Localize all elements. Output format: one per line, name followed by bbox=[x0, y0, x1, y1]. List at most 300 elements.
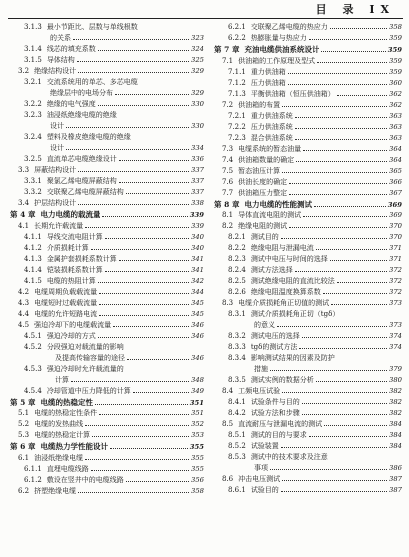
toc-page-number: 364 bbox=[389, 155, 402, 164]
toc-entry bbox=[214, 243, 402, 254]
toc-dot-leader bbox=[126, 193, 189, 194]
toc-entry bbox=[214, 22, 402, 33]
toc-dot-leader bbox=[288, 84, 387, 85]
toc-entry-title: 介质损耗计算 bbox=[46, 243, 89, 252]
toc-entry-title: 塑料及橡皮绝缘电缆的绝缘 bbox=[46, 133, 131, 141]
toc-page-number: 355 bbox=[189, 443, 204, 452]
toc-entry-title: 工频电压试验 bbox=[238, 387, 281, 396]
toc-page-number: 363 bbox=[389, 133, 402, 142]
toc-entry bbox=[214, 397, 402, 408]
toc-page-number: 364 bbox=[389, 144, 402, 153]
toc-entry bbox=[214, 287, 402, 298]
toc-entry-title: 测试中电压与时间的选择 bbox=[250, 255, 328, 264]
toc-dot-leader bbox=[303, 150, 387, 151]
toc-entry-title: 设计 bbox=[50, 144, 64, 152]
toc-entry-title: 绝缘电阻的测试 bbox=[238, 222, 288, 231]
toc-dot-leader bbox=[91, 249, 189, 250]
toc-entry-title: 的关系 bbox=[50, 34, 71, 42]
toc-entry bbox=[214, 188, 402, 199]
toc-entry-number: 3.3 bbox=[18, 166, 30, 174]
toc-dot-leader bbox=[289, 183, 387, 184]
toc-entry bbox=[10, 154, 204, 165]
toc-dot-leader bbox=[314, 206, 386, 207]
toc-entry bbox=[214, 166, 402, 177]
toc-dot-leader bbox=[281, 447, 387, 448]
toc-entry-title: 电力电缆的性能测试 bbox=[244, 199, 312, 209]
toc-entry-number: 3.2.2 bbox=[24, 100, 42, 108]
toc-dot-leader bbox=[78, 72, 189, 73]
toc-entry-number: 4.5 bbox=[18, 320, 30, 329]
toc-dot-leader bbox=[119, 260, 189, 261]
toc-entry bbox=[10, 331, 204, 342]
toc-dot-leader bbox=[295, 139, 387, 140]
toc-page-number: 370 bbox=[389, 222, 402, 231]
toc-entry bbox=[10, 430, 204, 441]
toc-entry-title: 及提高传输容量的途径 bbox=[55, 353, 125, 362]
toc-entry bbox=[214, 221, 402, 232]
toc-entry-number: 6.2.1 bbox=[228, 23, 246, 31]
toc-entry-number: 7.7 bbox=[222, 188, 234, 197]
toc-dot-leader bbox=[296, 161, 387, 162]
toc-entry-title: 油浸纸绝缘电缆的绝缘 bbox=[46, 111, 117, 119]
toc-entry-number: 8.4.1 bbox=[228, 398, 246, 407]
toc-entry bbox=[10, 176, 204, 187]
toc-entry-number: 第 7 章 bbox=[214, 45, 240, 54]
toc-entry bbox=[10, 464, 204, 475]
toc-entry-title: 直流单芯电缆绝缘设计 bbox=[46, 155, 117, 163]
toc-entry-number: 3.1.3 bbox=[24, 23, 42, 31]
toc-entry-number: 7.2.1 bbox=[228, 111, 246, 120]
toc-page-number: 339 bbox=[189, 211, 204, 219]
toc-right-column bbox=[214, 22, 402, 496]
toc-dot-leader bbox=[288, 73, 387, 74]
toc-page-number: 372 bbox=[389, 288, 402, 297]
toc-entry-title: 电缆介质损耗角正切值的测试 bbox=[238, 299, 330, 308]
toc-entry-title: 测试目的 bbox=[250, 233, 279, 242]
toc-dot-leader bbox=[119, 160, 189, 161]
toc-entry-title: 试验方法和步骤 bbox=[250, 409, 300, 418]
toc-entry bbox=[10, 386, 204, 397]
toc-dot-leader bbox=[282, 480, 387, 481]
toc-entry-title: 测试的目的与要求 bbox=[250, 431, 307, 440]
toc-entry-number: 4.5.1 bbox=[24, 331, 42, 340]
toc-entry-title: 绝缘层中的电场分布 bbox=[50, 89, 113, 97]
toc-page-number: 338 bbox=[191, 199, 204, 207]
toc-entry-title: 设计 bbox=[50, 122, 64, 130]
toc-entry bbox=[10, 55, 204, 66]
toc-entry bbox=[214, 111, 402, 122]
toc-page-number: 346 bbox=[191, 320, 204, 329]
toc-left-column bbox=[10, 22, 204, 497]
toc-page-number: 359 bbox=[389, 56, 402, 65]
toc-entry bbox=[10, 77, 204, 88]
toc-entry-number: 8.5.1 bbox=[228, 431, 246, 440]
toc-entry bbox=[10, 88, 204, 99]
toc-page-number: 323 bbox=[191, 34, 204, 42]
toc-entry bbox=[10, 110, 204, 121]
toc-page-number: 342 bbox=[191, 276, 204, 285]
toc-entry bbox=[10, 165, 204, 176]
toc-entry-title: 交流系统用的单芯、多芯电缆 bbox=[46, 78, 138, 86]
toc-entry-number: 8.3.5 bbox=[228, 376, 246, 385]
toc-dot-leader bbox=[77, 61, 189, 62]
toc-entry-title: 聚氯乙烯电缆屏蔽结构 bbox=[46, 177, 117, 185]
toc-entry-title: 措施 bbox=[254, 365, 268, 374]
toc-entry-number: 4.5.4 bbox=[24, 386, 42, 395]
toc-entry-number: 7.1.2 bbox=[228, 78, 246, 87]
toc-entry-title: 供油箱压力整定 bbox=[238, 188, 288, 197]
toc-page-number: 382 bbox=[389, 409, 402, 418]
toc-entry-title: 强迫冷却的方式 bbox=[46, 331, 96, 340]
toc-entry-number: 4.3 bbox=[18, 298, 30, 307]
toc-page-number: 363 bbox=[389, 111, 402, 120]
toc-chapter-entry bbox=[10, 397, 204, 409]
toc-dot-leader bbox=[78, 171, 189, 172]
toc-entry bbox=[214, 452, 402, 463]
toc-page-number: 345 bbox=[191, 309, 204, 318]
toc-page-number: 346 bbox=[191, 353, 204, 362]
toc-dot-leader bbox=[126, 481, 189, 482]
toc-dot-leader bbox=[91, 470, 189, 471]
toc-dot-leader bbox=[66, 127, 189, 128]
toc-entry bbox=[10, 320, 204, 331]
toc-entry-number: 4.1.4 bbox=[24, 265, 42, 274]
toc-entry bbox=[214, 177, 402, 188]
toc-chapter-entry bbox=[214, 44, 402, 56]
toc-entry bbox=[10, 143, 204, 154]
toc-entry-title: 电缆热力学性能设计 bbox=[40, 442, 108, 452]
toc-entry-number: 4.4 bbox=[18, 309, 30, 318]
toc-entry-number: 8.5 bbox=[222, 420, 234, 429]
toc-dot-leader bbox=[73, 39, 189, 40]
toc-page-number: 358 bbox=[389, 23, 402, 31]
toc-page-number: 367 bbox=[389, 188, 402, 197]
toc-entry-number: 3.3.2 bbox=[24, 188, 42, 196]
toc-entry bbox=[214, 144, 402, 155]
toc-chapter-entry bbox=[10, 209, 204, 221]
toc-entry-title: 供油箱的布置 bbox=[238, 100, 281, 109]
toc-entry bbox=[214, 320, 402, 331]
toc-entry-number: 4.5.3 bbox=[24, 364, 42, 373]
toc-entry-number: 4.1 bbox=[18, 221, 30, 230]
toc-entry bbox=[10, 364, 204, 375]
toc-entry-number: 3.1.5 bbox=[24, 56, 42, 64]
toc-entry bbox=[10, 475, 204, 486]
toc-page-number: 372 bbox=[389, 277, 402, 286]
toc-entry-number: 7.2.3 bbox=[228, 133, 246, 142]
toc-entry bbox=[10, 486, 204, 497]
toc-entry bbox=[10, 198, 204, 209]
toc-page-number: 340 bbox=[191, 243, 204, 252]
toc-chapter-entry bbox=[214, 199, 402, 211]
toc-entry-number: 3.4 bbox=[18, 199, 30, 207]
toc-entry-title: 试验条件与目的 bbox=[250, 398, 300, 407]
toc-entry bbox=[10, 33, 204, 44]
toc-page-number: 352 bbox=[191, 420, 204, 429]
toc-page-number: 329 bbox=[191, 89, 204, 97]
toc-entry-title: 挤塑绝缘电缆 bbox=[34, 486, 77, 495]
toc-page-number: 365 bbox=[389, 166, 402, 175]
toc-dot-leader bbox=[127, 359, 189, 360]
toc-entry-title: 试验装置 bbox=[250, 442, 279, 451]
toc-dot-leader bbox=[324, 425, 387, 426]
toc-entry-number: 8.5.2 bbox=[228, 442, 246, 451]
toc-entry-title: 最小节距比、层数与单线根数 bbox=[46, 23, 138, 31]
toc-entry bbox=[214, 254, 402, 265]
toc-entry bbox=[10, 408, 204, 419]
page-header-title: 目 录 IX bbox=[315, 3, 395, 16]
toc-entry-title: 冷却管道中压力降低的计算 bbox=[46, 386, 131, 395]
toc-entry-number: 8.2.6 bbox=[228, 288, 246, 297]
toc-dot-leader bbox=[98, 282, 189, 283]
toc-dot-leader bbox=[277, 326, 387, 327]
toc-entry-number: 第 4 章 bbox=[10, 210, 36, 219]
toc-entry-title: 冲击电压测试 bbox=[238, 475, 281, 484]
toc-entry bbox=[214, 408, 402, 419]
toc-entry-number: 8.4 bbox=[222, 387, 234, 396]
toc-entry-title: 供油长度的确定 bbox=[238, 177, 288, 186]
toc-entry-title: 平衡供油箱（恒压供油箱） bbox=[250, 89, 335, 98]
toc-dot-leader bbox=[113, 326, 189, 327]
toc-entry-title: 电缆的允许短路电流 bbox=[34, 309, 98, 318]
toc-dot-leader bbox=[282, 392, 387, 393]
toc-dot-leader bbox=[98, 50, 189, 51]
toc-page-number: 362 bbox=[389, 100, 402, 109]
toc-page-number: 359 bbox=[389, 34, 402, 42]
toc-dot-leader bbox=[98, 337, 189, 338]
toc-entry-title: 重力供油箱 bbox=[250, 67, 286, 76]
toc-entry bbox=[214, 298, 402, 309]
toc-dot-leader bbox=[99, 414, 189, 415]
toc-dot-leader bbox=[317, 62, 387, 63]
toc-page-number: 329 bbox=[191, 67, 204, 75]
toc-entry-number: 7.1 bbox=[222, 56, 234, 65]
toc-entry-number: 8.2.4 bbox=[228, 266, 246, 275]
toc-dot-leader bbox=[295, 128, 387, 129]
toc-entry-number: 3.2.3 bbox=[24, 111, 42, 119]
toc-entry-title: 油浸纸绝缘电缆 bbox=[34, 453, 84, 462]
toc-dot-leader bbox=[302, 337, 387, 338]
toc-page-number: 337 bbox=[191, 188, 204, 196]
toc-entry-number: 7.1.3 bbox=[228, 89, 246, 98]
toc-page-number: 336 bbox=[191, 155, 204, 163]
toc-entry-title: 压力供油箱 bbox=[250, 78, 286, 87]
toc-entry-number: 7.6 bbox=[222, 177, 234, 186]
toc-entry-title: 绝缘的电气强度 bbox=[46, 100, 96, 108]
toc-entry bbox=[10, 99, 204, 110]
toc-dot-leader bbox=[95, 404, 188, 405]
toc-entry-title: 电缆周期负载载流量 bbox=[34, 287, 98, 296]
toc-entry bbox=[10, 276, 204, 287]
toc-dot-leader bbox=[99, 304, 189, 305]
toc-entry-title: 电缆的热稳定性条件 bbox=[34, 409, 98, 418]
toc-entry-title: 压力供油系统 bbox=[250, 122, 293, 131]
toc-page-number: 348 bbox=[191, 375, 204, 384]
toc-entry-title: 敷设在竖井中的电缆线路 bbox=[46, 475, 124, 484]
toc-page-number: 344 bbox=[191, 287, 204, 296]
toc-entry-title: 导体直流电阻的测试 bbox=[238, 211, 302, 220]
toc-page-number: 363 bbox=[389, 122, 402, 131]
toc-page-number: 355 bbox=[191, 453, 204, 462]
toc-entry-number: 5.2 bbox=[18, 420, 30, 429]
toc-entry-title: 长期允许载流量 bbox=[34, 221, 84, 230]
toc-page-number: 366 bbox=[389, 177, 402, 186]
toc-dot-leader bbox=[85, 425, 189, 426]
toc-page-number: 372 bbox=[389, 266, 402, 275]
toc-entry-number: 3.1.4 bbox=[24, 45, 42, 53]
toc-entry-title: 的意义 bbox=[254, 321, 275, 330]
toc-entry bbox=[10, 66, 204, 77]
toc-entry-number: 8.3.3 bbox=[228, 343, 246, 352]
toc-page-number: 359 bbox=[387, 46, 402, 54]
toc-page-number: 324 bbox=[191, 45, 204, 53]
toc-page-number: 341 bbox=[191, 254, 204, 263]
toc-page-number: 337 bbox=[191, 166, 204, 174]
toc-entry-title: 热膨胀量与热应力 bbox=[250, 34, 307, 42]
toc-entry bbox=[10, 353, 204, 364]
toc-entry-title: 直埋电缆线路 bbox=[46, 464, 89, 473]
toc-dot-leader bbox=[115, 94, 189, 95]
toc-page-number: 379 bbox=[389, 365, 402, 374]
toc-page-number: 358 bbox=[191, 486, 204, 495]
toc-dot-leader bbox=[330, 28, 387, 29]
toc-entry bbox=[10, 298, 204, 309]
toc-entry-number: 第 5 章 bbox=[10, 397, 36, 407]
toc-entry-title: 测试实例的数据分析 bbox=[250, 376, 314, 385]
toc-dot-leader bbox=[281, 491, 387, 492]
toc-entry-number: 7.1.1 bbox=[228, 67, 246, 76]
toc-entry-title: 直流耐压与泄漏电流的测试 bbox=[238, 420, 323, 429]
toc-entry-number: 8.2.5 bbox=[228, 277, 246, 286]
toc-entry-title: 供油箱的工作原理及型式 bbox=[238, 56, 316, 65]
toc-entry-number: 7.2 bbox=[222, 100, 234, 109]
toc-entry bbox=[214, 265, 402, 276]
toc-entry-number: 7.4 bbox=[222, 155, 234, 164]
toc-entry-number: 8.3.1 bbox=[228, 310, 246, 319]
toc-dot-leader bbox=[92, 436, 189, 437]
toc-entry-number: 4.1.1 bbox=[24, 232, 42, 241]
toc-page-number: 362 bbox=[389, 89, 402, 98]
toc-dot-leader bbox=[281, 238, 387, 239]
toc-entry bbox=[214, 485, 402, 496]
toc-dot-leader bbox=[316, 249, 387, 250]
toc-dot-leader bbox=[295, 117, 387, 118]
toc-entry-number: 3.2 bbox=[18, 67, 30, 75]
toc-entry-number: 7.2.2 bbox=[228, 122, 246, 131]
toc-page-number: 355 bbox=[191, 464, 204, 473]
toc-entry bbox=[10, 232, 204, 243]
toc-dot-leader bbox=[289, 227, 387, 228]
toc-page-number: 341 bbox=[191, 265, 204, 274]
toc-entry-title: 电缆短时过载载流量 bbox=[34, 298, 98, 307]
toc-page-number: 337 bbox=[191, 177, 204, 185]
toc-entry-title: 电缆的热稳定计算 bbox=[34, 431, 91, 440]
toc-entry bbox=[214, 210, 402, 221]
toc-entry bbox=[214, 463, 402, 474]
toc-entry bbox=[10, 342, 204, 353]
toc-entry-number: 第 6 章 bbox=[10, 442, 36, 452]
toc-page-number: 387 bbox=[389, 475, 402, 484]
toc-page-number: 374 bbox=[389, 343, 402, 352]
toc-dot-leader bbox=[78, 492, 189, 493]
toc-entry-title: 交联聚乙烯电缆屏蔽结构 bbox=[46, 188, 124, 196]
toc-entry-title: 影响测试结果的因素及防护 bbox=[250, 354, 335, 363]
toc-entry bbox=[10, 287, 204, 298]
toc-entry-number: 8.2.1 bbox=[228, 233, 246, 242]
toc-entry bbox=[214, 67, 402, 78]
toc-entry-title: 铠装损耗系数计算 bbox=[46, 265, 103, 274]
toc-page-number: 330 bbox=[191, 122, 204, 130]
toc-page-number: 359 bbox=[389, 67, 402, 76]
toc-entry-title: 绝缘电阻与泄漏电流 bbox=[250, 244, 314, 253]
toc-dot-leader bbox=[85, 227, 189, 228]
toc-page-number: 384 bbox=[389, 442, 402, 451]
toc-entry bbox=[10, 132, 204, 143]
toc-entry bbox=[214, 441, 402, 452]
toc-entry-title: 导体结构 bbox=[46, 56, 75, 64]
toc-entry-title: 电缆的发热曲线 bbox=[34, 420, 84, 429]
toc-entry-number: 6.1 bbox=[18, 453, 30, 462]
toc-page-number: 351 bbox=[189, 398, 204, 407]
toc-entry-title: 绝缘结构设计 bbox=[34, 67, 77, 75]
toc-entry-number: 3.2.4 bbox=[24, 133, 42, 141]
toc-page-number: 382 bbox=[389, 398, 402, 407]
toc-page-number: 371 bbox=[389, 244, 402, 253]
toc-page-number: 340 bbox=[191, 232, 204, 241]
toc-entry-title: 护层结构设计 bbox=[34, 199, 77, 207]
toc-entry-title: 电缆系统的暂态油量 bbox=[238, 144, 302, 153]
toc-entry bbox=[214, 276, 402, 287]
toc-page-number: 374 bbox=[389, 332, 402, 341]
toc-entry bbox=[214, 419, 402, 430]
toc-entry bbox=[214, 375, 402, 386]
toc-entry-number: 8.5.3 bbox=[228, 453, 246, 462]
toc-dot-leader bbox=[295, 271, 387, 272]
toc-entry-number: 8.3 bbox=[222, 299, 234, 308]
toc-entry bbox=[214, 33, 402, 44]
toc-entry-number: 6.2 bbox=[18, 486, 30, 495]
toc-entry bbox=[10, 44, 204, 55]
toc-entry-number: 4.2 bbox=[18, 287, 30, 296]
toc-entry-number: 4.5.2 bbox=[24, 342, 42, 351]
toc-entry bbox=[214, 386, 402, 397]
toc-entry-number: 4.1.5 bbox=[24, 276, 42, 285]
toc-dot-leader bbox=[289, 194, 387, 195]
toc-entry-title: 供油箱数量的确定 bbox=[238, 155, 295, 164]
toc-entry-title: 测试绝缘电阻的直流比较法 bbox=[250, 277, 335, 286]
toc-entry bbox=[10, 243, 204, 254]
toc-dot-leader bbox=[330, 260, 387, 261]
toc-dot-leader bbox=[282, 172, 387, 173]
toc-entry-title: 电力电缆的载流量 bbox=[40, 210, 101, 219]
toc-entry-number: 3.2.5 bbox=[24, 155, 42, 163]
toc-dot-leader bbox=[309, 39, 387, 40]
toc-entry bbox=[10, 187, 204, 198]
toc-entry-number: 4.1.2 bbox=[24, 243, 42, 252]
toc-page-number: 382 bbox=[389, 387, 402, 396]
toc-entry bbox=[214, 430, 402, 441]
toc-entry-title: 测试方法选择 bbox=[250, 266, 293, 275]
toc-entry bbox=[10, 22, 204, 33]
toc-entry-title: tgδ的测试方法 bbox=[250, 343, 298, 352]
toc-entry bbox=[10, 265, 204, 276]
toc-entry bbox=[214, 100, 402, 111]
toc-entry-number: 8.2 bbox=[222, 222, 234, 231]
toc-entry-number: 8.6.1 bbox=[228, 486, 246, 495]
toc-dot-leader bbox=[337, 282, 387, 283]
toc-entry-title: 暂态油压计算 bbox=[238, 166, 281, 175]
toc-page-number: 353 bbox=[191, 431, 204, 440]
